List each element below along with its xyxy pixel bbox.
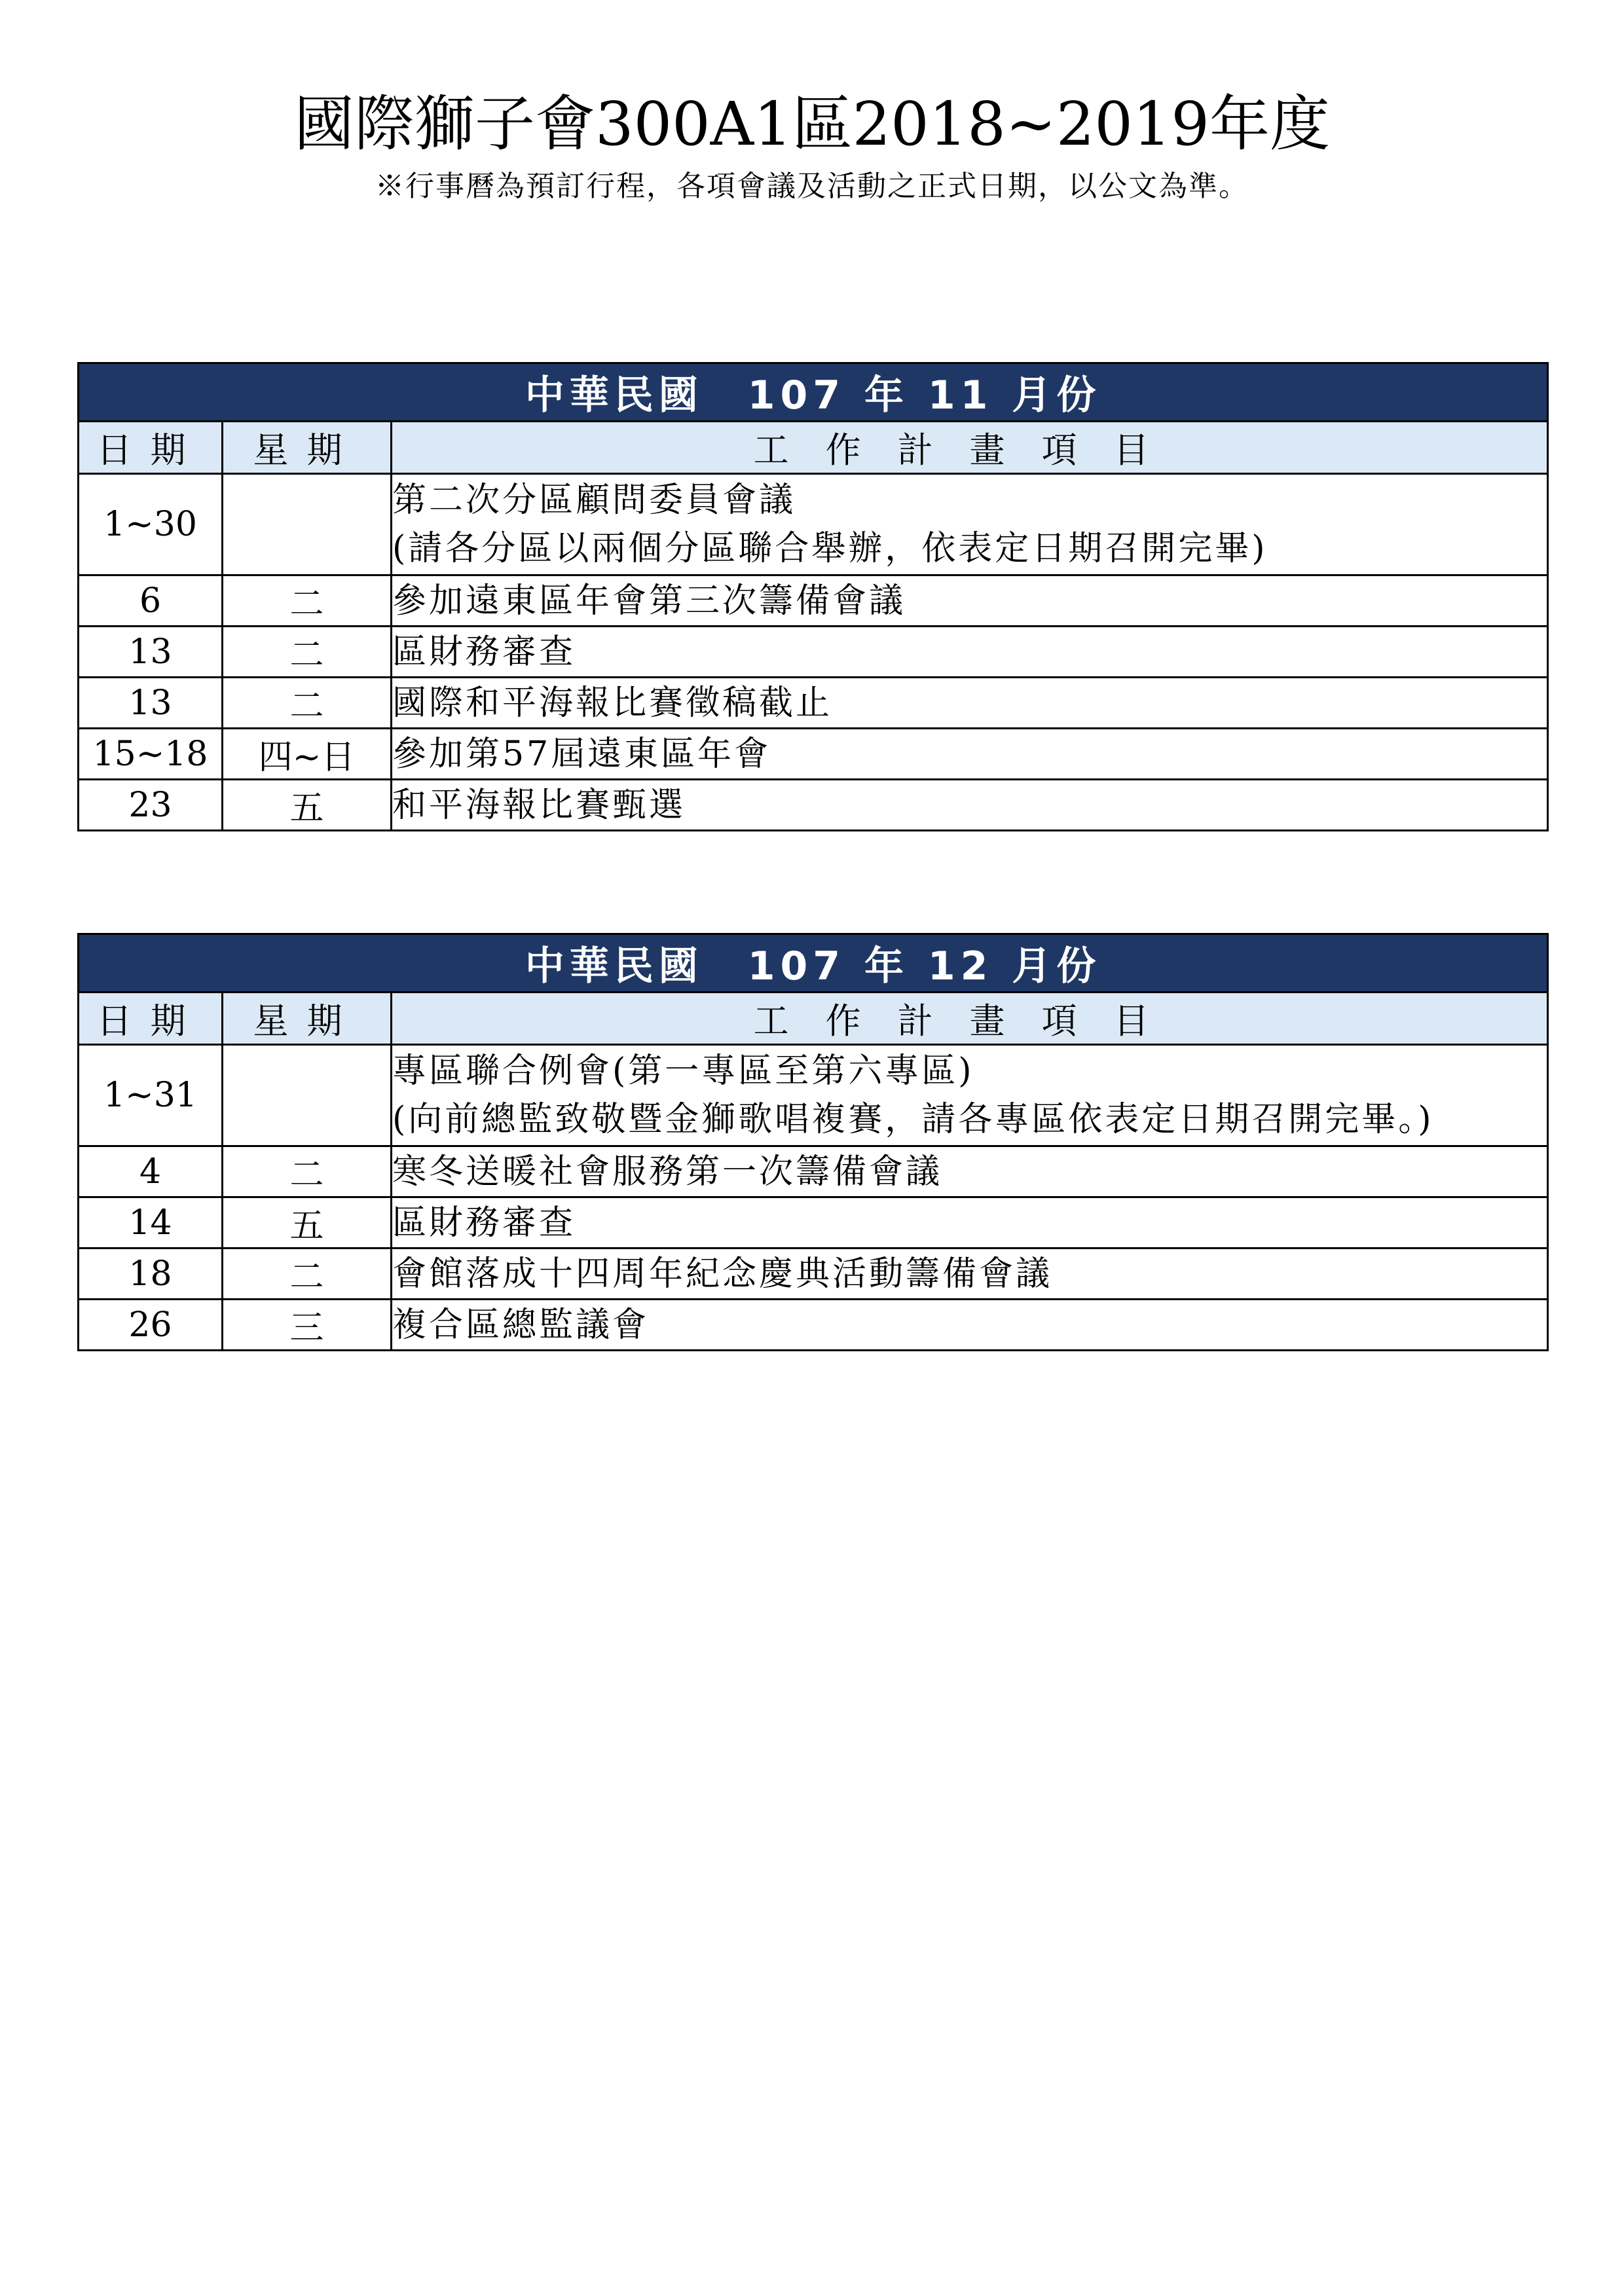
column-header-date: 日期 <box>79 422 223 474</box>
cell-weekday: 三 <box>223 1300 392 1351</box>
cell-weekday: 二 <box>223 1248 392 1300</box>
cell-item <box>392 1045 1548 1146</box>
cell-item <box>392 1248 1548 1300</box>
table-row <box>79 1248 1548 1300</box>
cell-weekday: 五 <box>223 780 392 831</box>
item-line: 第二次分區顧問委員會議 <box>392 481 796 520</box>
cell-item <box>392 575 1548 627</box>
table-row <box>79 1146 1548 1197</box>
cell-item <box>392 627 1548 678</box>
cell-date: 6 <box>79 575 223 627</box>
item-line: 會館落成十四周年紀念慶典活動籌備會議 <box>392 1254 1053 1294</box>
table-row <box>79 1300 1548 1351</box>
cell-date: 23 <box>79 780 223 831</box>
cell-weekday: 四~日 <box>223 729 392 780</box>
cell-date: 1~31 <box>79 1045 223 1146</box>
cell-item <box>392 474 1548 575</box>
column-header-date: 日期 <box>79 993 223 1045</box>
column-header-item: 工作計畫項目 <box>392 422 1548 474</box>
cell-date: 26 <box>79 1300 223 1351</box>
cell-weekday: 二 <box>223 678 392 729</box>
month-heading: 中華民國 107 年 12 月份 <box>79 934 1548 993</box>
cell-weekday: 五 <box>223 1197 392 1248</box>
table-row <box>79 627 1548 678</box>
column-header-item: 工作計畫項目 <box>392 993 1548 1045</box>
cell-item <box>392 780 1548 831</box>
table-row <box>79 1197 1548 1248</box>
item-line: 區財務審查 <box>392 632 576 672</box>
item-line: (請各分區以兩個分區聯合舉辦，依表定日期召開完畢) <box>392 529 1268 568</box>
item-line: 複合區總監議會 <box>392 1305 650 1345</box>
item-line: 專區聯合例會(第一專區至第六專區) <box>392 1051 974 1091</box>
cell-item <box>392 1146 1548 1197</box>
cell-date: 4 <box>79 1146 223 1197</box>
cell-item <box>392 729 1548 780</box>
table-row <box>79 1045 1548 1146</box>
month-heading: 中華民國 107 年 11 月份 <box>79 363 1548 422</box>
page-subtitle: ※行事曆為預訂行程，各項會議及活動之正式日期，以公文為準。 <box>375 170 1249 203</box>
cell-weekday <box>223 1045 392 1146</box>
column-header-weekday: 星期 <box>223 422 392 474</box>
table-row <box>79 729 1548 780</box>
cell-date: 1~30 <box>79 474 223 575</box>
item-line: 參加遠東區年會第三次籌備會議 <box>392 581 906 621</box>
cell-item <box>392 1197 1548 1248</box>
cell-date: 15~18 <box>79 729 223 780</box>
cell-item <box>392 1300 1548 1351</box>
cell-weekday: 二 <box>223 1146 392 1197</box>
item-line: 區財務審查 <box>392 1203 576 1243</box>
table-row <box>79 474 1548 575</box>
cell-date: 18 <box>79 1248 223 1300</box>
cell-date: 14 <box>79 1197 223 1248</box>
month-table-november <box>77 362 1549 831</box>
cell-weekday <box>223 474 392 575</box>
item-line: 國際和平海報比賽徵稿截止 <box>392 683 833 723</box>
table-row <box>79 780 1548 831</box>
item-line: 寒冬送暖社會服務第一次籌備會議 <box>392 1152 943 1192</box>
item-line: 參加第57屆遠東區年會 <box>392 734 771 774</box>
cell-date: 13 <box>79 678 223 729</box>
page-title: 國際獅子會300A1區2018~2019年度 <box>294 89 1330 159</box>
cell-weekday: 二 <box>223 627 392 678</box>
cell-weekday: 二 <box>223 575 392 627</box>
cell-date: 13 <box>79 627 223 678</box>
month-table-december <box>77 933 1549 1351</box>
item-line: 和平海報比賽甄選 <box>392 785 686 825</box>
cell-item <box>392 678 1548 729</box>
table-row <box>79 678 1548 729</box>
table-row <box>79 575 1548 627</box>
column-header-weekday: 星期 <box>223 993 392 1045</box>
item-line: (向前總監致敬暨金獅歌唱複賽，請各專區依表定日期召開完畢。) <box>392 1100 1434 1139</box>
